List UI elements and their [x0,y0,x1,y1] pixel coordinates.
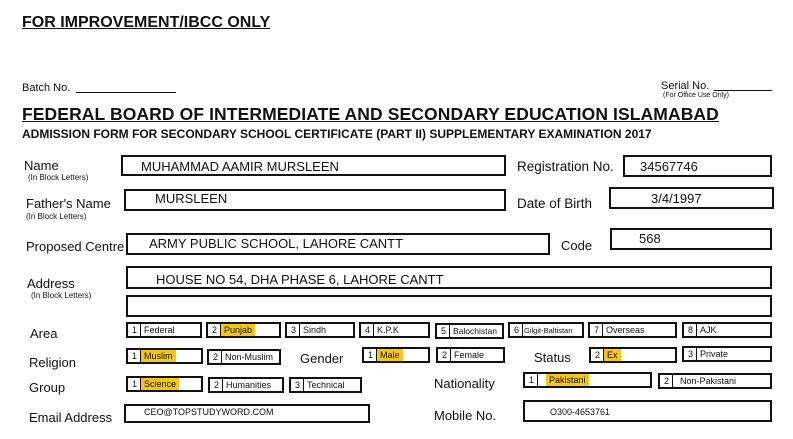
status-option-private[interactable]: 3 Private [682,346,772,362]
board-title: FEDERAL BOARD OF INTERMEDIATE AND SECONDARY EDUCATION ISLAMABAD [22,104,719,124]
code-value: 568 [639,231,661,246]
centre-value: ARMY PUBLIC SCHOOL, LAHORE CANTT [149,236,404,251]
address-label: Address [27,276,75,291]
group-option-technical[interactable]: 3 Technical [289,377,362,393]
serial-note: (For Office Use Only) [663,92,729,99]
address-sub: (In Block Letters) [31,291,92,300]
dob-label: Date of Birth [517,196,593,211]
nationality-option-pakistani[interactable]: 1 Pakistani [523,372,652,388]
father-label: Father's Name [26,196,111,211]
group-option-humanities[interactable]: 2 Humanities [208,377,284,393]
email-value: CEO@TOPSTUDYWORD.COM [144,407,274,417]
nationality-label: Nationality [434,376,495,391]
centre-label: Proposed Centre [26,239,125,254]
form-title: ADMISSION FORM FOR SECONDARY SCHOOL CERTIFICATE (PART II) SUPPLEMENTARY EXAMINATION 2017 [22,127,652,141]
code-label: Code [561,238,593,253]
religion-option-non-muslim[interactable]: 2 Non-Muslim [207,349,281,365]
area-option-gilgit[interactable]: 6 Gilgit-Baltistan [508,322,584,338]
group-label: Group [29,380,66,395]
reg-value: 34567746 [640,159,698,174]
status-option-ex[interactable]: 2 Ex [589,347,677,363]
father-sub: (In Block Letters) [26,212,87,221]
gender-option-male[interactable]: 1 Male [362,347,430,363]
name-value: MUHAMMAD AAMIR MURSLEEN [141,159,339,174]
name-sub: (In Block Letters) [28,173,89,182]
father-value: MURSLEEN [155,191,228,206]
area-option-balochistan[interactable]: 5 Balochistan [435,323,504,339]
nationality-option-non-pakistani[interactable]: 2 Non-Pakistani [658,373,772,389]
area-option-ajk[interactable]: 8 AJK [682,322,772,338]
religion-option-muslim[interactable]: 1 Muslim [126,348,203,364]
religion-label: Religion [29,355,76,370]
reg-label: Registration No. [517,159,614,174]
area-option-federal[interactable]: 1 Federal [126,322,202,338]
area-option-sindh[interactable]: 3 Sindh [285,322,355,338]
batch-label: Batch No. [22,82,71,94]
name-label: Name [24,158,59,173]
address-value: HOUSE NO 54, DHA PHASE 6, LAHORE CANTT [156,272,444,287]
batch-line[interactable] [76,92,176,93]
email-label: Email Address [29,410,113,425]
gender-option-female[interactable]: 2 Female [436,347,505,363]
area-option-overseas[interactable]: 7 Overseas [588,322,677,338]
gender-label: Gender [300,351,344,366]
area-label: Area [30,326,58,341]
area-option-punjab[interactable]: 2 Punjab [206,322,281,338]
status-label: Status [534,350,571,365]
serial-line[interactable] [714,90,772,91]
address-field-2[interactable] [126,295,772,317]
top-title: FOR IMPROVEMENT/IBCC ONLY [22,14,271,31]
mobile-label: Mobile No. [434,408,497,423]
code-field[interactable] [610,228,772,250]
dob-value: 3/4/1997 [651,191,702,206]
area-option-kpk[interactable]: 4 K.P.K [359,322,430,338]
group-option-science[interactable]: 1 Science [126,376,203,392]
mobile-value: O300-4653761 [550,407,611,417]
serial-label: Serial No. [661,80,710,92]
